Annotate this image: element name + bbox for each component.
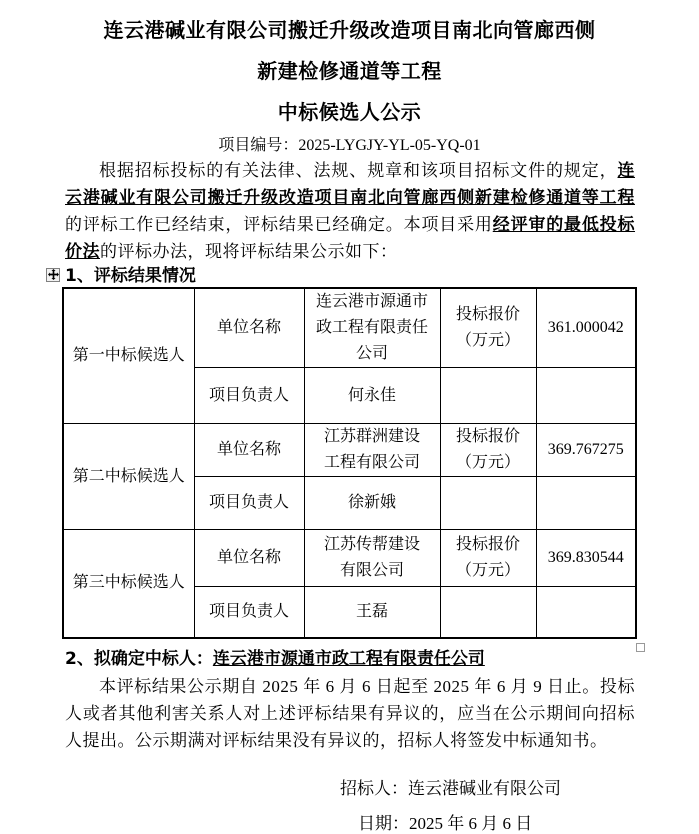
section2-heading — [65, 647, 635, 671]
intro-text-1: 根据招标投标的有关法律、法规、规章和该项目招标文件的规定， — [99, 161, 618, 180]
price-label-line: 投标报价 — [455, 428, 520, 445]
empty-cell — [440, 477, 536, 530]
unit-name-line: 工程有限公司 — [323, 454, 420, 471]
intro-method-emphasis: 经评审的最低投标价法 — [65, 215, 636, 261]
candidate-rank-cell: 第二中标候选人 — [63, 424, 194, 530]
empty-cell — [536, 368, 636, 424]
manager-name-cell: 王磊 — [304, 587, 440, 638]
table-resize-handle[interactable] — [636, 643, 645, 652]
winner-name: 连云港市源通市政工程有限责任公司 — [212, 648, 485, 669]
price-label-cell — [440, 288, 536, 368]
unit-name-cell — [304, 424, 440, 477]
price-label-cell — [440, 424, 536, 477]
unit-name-cell — [304, 288, 440, 368]
field-label-cell: 单位名称 — [194, 424, 304, 477]
manager-name-cell: 徐新娥 — [304, 477, 440, 530]
manager-name-cell: 何永佳 — [304, 368, 440, 424]
title-line-2: 新建检修通道等工程 — [257, 59, 442, 83]
section1-heading: 1、评标结果情况 — [65, 266, 196, 286]
unit-name-line: 政工程有限责任 — [315, 319, 428, 336]
bidder-line: 招标人：连云港碱业有限公司 — [340, 778, 561, 798]
unit-name-line: 江苏传帮建设 — [323, 536, 420, 553]
winner-label: 2、拟确定中标人： — [65, 648, 213, 669]
candidate-rank-cell: 第一中标候选人 — [63, 288, 194, 424]
table-move-handle[interactable] — [46, 268, 60, 282]
empty-cell — [536, 477, 636, 530]
empty-cell — [440, 368, 536, 424]
price-label-line: （万元） — [455, 454, 520, 471]
date-line: 日期：2025 年 6 月 6 日 — [358, 813, 533, 833]
intro-paragraph — [65, 157, 635, 265]
document-title — [0, 10, 699, 133]
intro-text-3: 的评标办法，现将评标结果公示如下： — [100, 242, 398, 261]
unit-name-line: 江苏群洲建设 — [323, 428, 420, 445]
field-label-cell: 单位名称 — [194, 530, 304, 587]
price-label-line: 投标报价 — [455, 536, 520, 553]
price-value-cell: 361.000042 — [536, 288, 636, 368]
price-label-line: 投标报价 — [455, 306, 520, 323]
field-label-cell: 项目负责人 — [194, 368, 304, 424]
project-number: 项目编号：2025-LYGJY-YL-05-YQ-01 — [218, 137, 481, 154]
move-cross-arrows-icon — [48, 265, 59, 285]
notice-paragraph: 本评标结果公示期自 2025 年 6 月 6 日起至 2025 年 6 月 9 日止。投标人或者其他利害关系人对上述评标结果有异议的，应当在公示期间向招标人提出。公示期满对评标结果没有异议的，招标人将签发中标通知书。 — [65, 676, 635, 750]
price-label-cell — [440, 530, 536, 587]
candidate-rank-cell: 第三中标候选人 — [63, 530, 194, 638]
price-value-cell: 369.767275 — [536, 424, 636, 477]
price-value-cell: 369.830544 — [536, 530, 636, 587]
signature-block — [340, 780, 699, 833]
intro-project-name-emphasis: 连云港碱业有限公司搬迁升级改造项目南北向管廊西侧新建检修通道等工程 — [65, 161, 635, 207]
unit-name-cell — [304, 530, 440, 587]
bid-results-table-wrap — [62, 287, 635, 639]
table-row — [63, 424, 636, 477]
price-label-line: （万元） — [455, 332, 520, 349]
field-label-cell: 项目负责人 — [194, 587, 304, 638]
table-row — [63, 288, 636, 368]
title-line-3: 中标候选人公示 — [277, 100, 422, 124]
empty-cell — [440, 587, 536, 638]
field-label-cell: 项目负责人 — [194, 477, 304, 530]
unit-name-line: 连云港市源通市 — [315, 293, 428, 310]
title-line-1: 连云港碱业有限公司搬迁升级改造项目南北向管廊西侧 — [103, 18, 596, 42]
unit-name-line: 有限公司 — [339, 562, 404, 579]
unit-name-line: 公司 — [355, 345, 388, 362]
bid-results-table — [62, 287, 637, 639]
intro-text-2: 的评标工作已经结束，评标结果已经确定。本项目采用 — [65, 215, 493, 234]
field-label-cell: 单位名称 — [194, 288, 304, 368]
empty-cell — [536, 587, 636, 638]
table-row — [63, 530, 636, 587]
price-label-line: （万元） — [455, 562, 520, 579]
